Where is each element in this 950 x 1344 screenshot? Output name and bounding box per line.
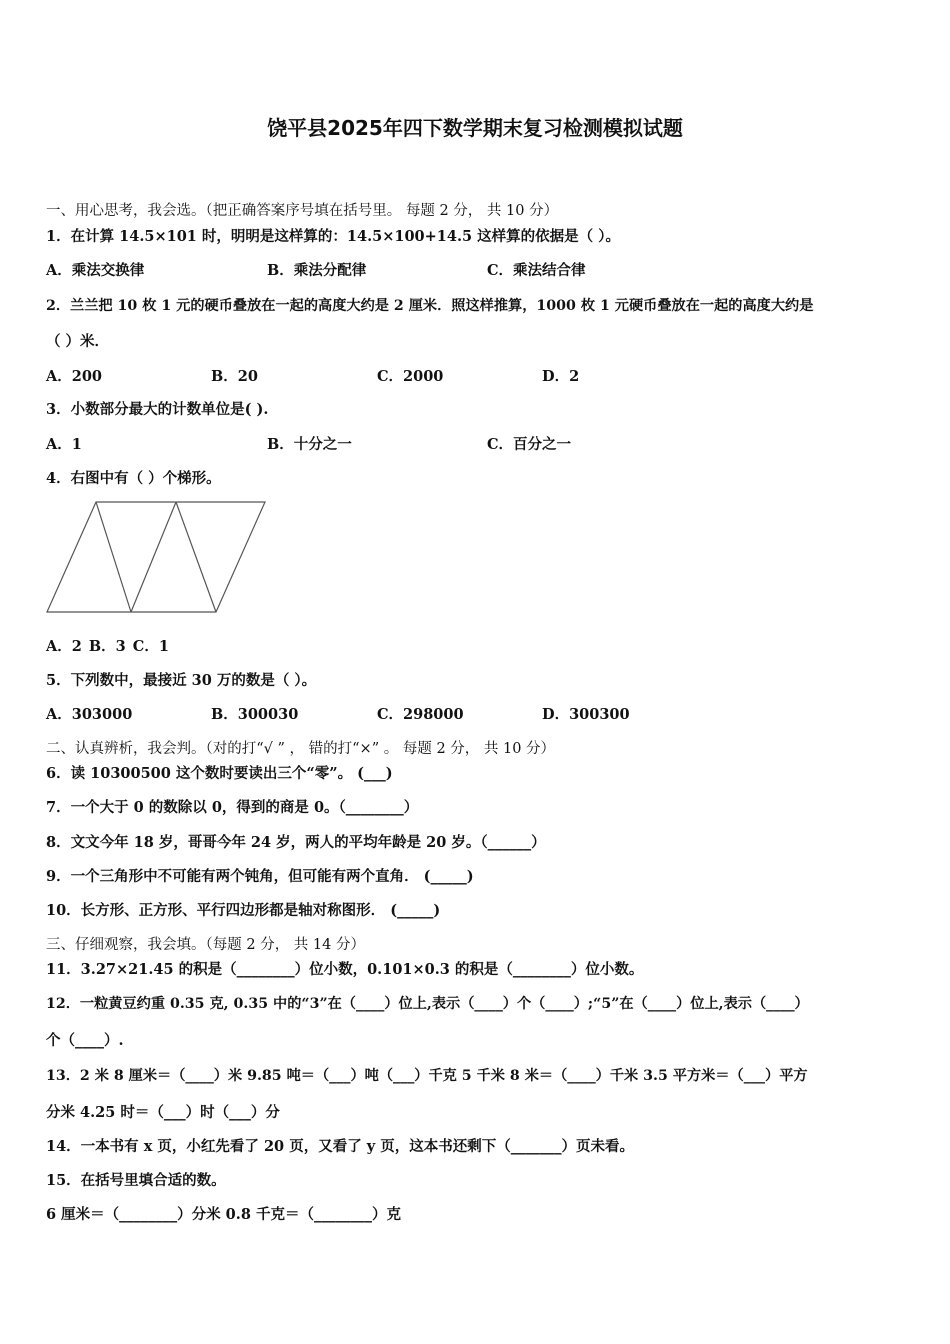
question-11: 11．3.27×21.45 的积是（________）位小数，0.101×0.3 的积是（________）位小数。 xyxy=(46,961,644,978)
question-10: 10．长方形、正方形、平行四边形都是轴对称图形． (_____) xyxy=(46,902,441,919)
question-7: 7．一个大于 0 的数除以 0，得到的商是 0。（________） xyxy=(46,799,419,816)
question-8: 8．文文今年 18 岁，哥哥今年 24 岁，两人的平均年龄是 20 岁。（______） xyxy=(46,834,546,851)
question-3-option-b: B．十分之一 xyxy=(267,436,352,453)
question-3-option-a: A．1 xyxy=(46,436,82,453)
question-5-option-b: B．300030 xyxy=(211,706,299,723)
question-4-options: A．2 B．3 C．1 xyxy=(46,638,169,655)
question-5-option-d: D．300300 xyxy=(542,706,630,723)
question-15-line: 6 厘米＝（________）分米 0.8 千克＝（________）克 xyxy=(46,1206,401,1223)
question-3-option-c: C．百分之一 xyxy=(487,436,572,453)
question-9: 9．一个三角形中不可能有两个钝角，但可能有两个直角． (_____) xyxy=(46,868,474,885)
question-1-option-a: A．乘法交换律 xyxy=(46,262,145,279)
question-15-stem: 15．在括号里填合适的数。 xyxy=(46,1172,226,1189)
page-title: 饶平县2025年四下数学期末复习检测模拟试题 xyxy=(267,116,683,140)
question-5-stem: 5．下列数中，最接近 30 万的数是（ ）。 xyxy=(46,672,317,689)
question-14: 14．一本书有 x 页，小红先看了 20 页，又看了 y 页，这本书还剩下（_______）页未看。 xyxy=(46,1138,634,1155)
trapezoid-figure xyxy=(44,498,270,616)
question-2-stem-line2: （ ）米． xyxy=(46,333,110,350)
question-5-option-c: C．298000 xyxy=(377,706,464,723)
question-2-option-b: B．20 xyxy=(211,368,258,385)
section-3-heading: 三、仔细观察，我会填。（每题 2 分， 共 14 分） xyxy=(46,937,365,953)
figure-line-3 xyxy=(176,502,216,612)
question-2-option-d: D．2 xyxy=(542,368,580,385)
question-4-stem: 4．右图中有（ ）个梯形。 xyxy=(46,470,221,487)
question-12-line2: 个（____）. xyxy=(46,1032,124,1049)
question-2-option-a: A．200 xyxy=(46,368,103,385)
section-2-heading: 二、认真辨析，我会判。（对的打“√ ” ， 错的打“×” 。 每题 2 分， 共 10 分） xyxy=(46,741,556,757)
question-6: 6．读 10300500 这个数时要读出三个“零”。 (___) xyxy=(46,765,393,782)
question-2-option-c: C．2000 xyxy=(377,368,444,385)
question-13-line2: 分米 4.25 时＝（___）时（___）分 xyxy=(46,1104,280,1121)
question-13-line1: 13．2 米 8 厘米＝（____）米 9.85 吨＝（___）吨（___）千克 5 千米 8 米＝（____）千米 3.5 平方米＝（___）平方 xyxy=(46,1068,808,1084)
question-2-stem-line1: 2．兰兰把 10 枚 1 元的硬币叠放在一起的高度大约是 2 厘米．照这样推算，1000 枚 1 元硬币叠放在一起的高度大约是 xyxy=(46,298,814,314)
question-3-stem: 3．小数部分最大的计数单位是( ). xyxy=(46,401,269,418)
question-1-option-c: C．乘法结合律 xyxy=(487,262,586,279)
question-1-stem: 1．在计算 14.5×101 时，明明是这样算的：14.5×100+14.5 这样算的依据是（ ）。 xyxy=(46,228,620,245)
figure-line-2 xyxy=(131,502,176,612)
figure-line-1 xyxy=(96,502,131,612)
question-5-option-a: A．303000 xyxy=(46,706,133,723)
section-1-heading: 一、用心思考，我会选。（把正确答案序号填在括号里。 每题 2 分， 共 10 分） xyxy=(46,203,559,219)
question-1-option-b: B．乘法分配律 xyxy=(267,262,367,279)
figure-outline xyxy=(47,502,265,612)
question-12-line1: 12．一粒黄豆约重 0.35 克, 0.35 中的“3”在（____）位上,表示（____）个（____）;“5”在（____）位上,表示（____） xyxy=(46,996,809,1012)
